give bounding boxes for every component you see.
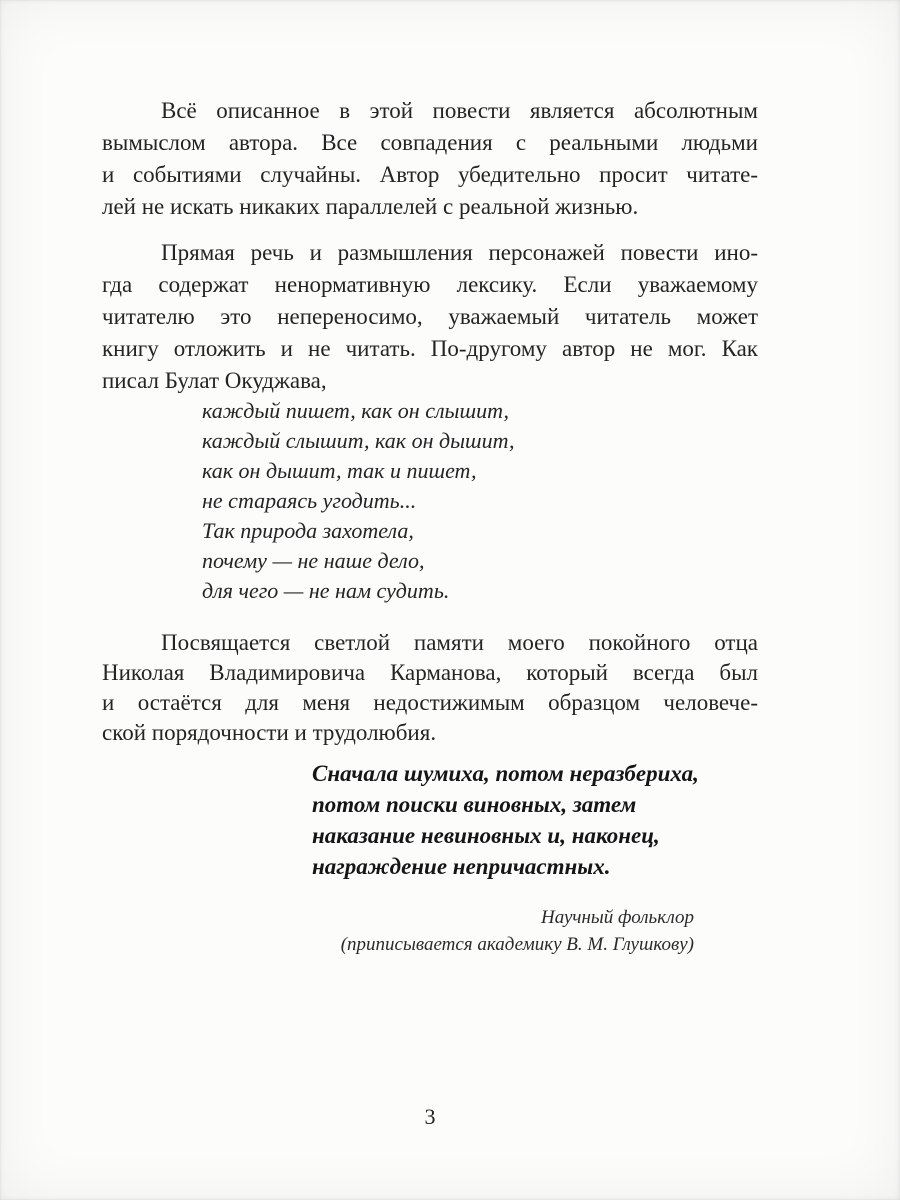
paragraph-language-note <box>102 237 758 397</box>
text-line: гда содержат ненормативную лексику. Если уважаемому <box>102 272 758 297</box>
epigraph-line: Сначала шумиха, потом неразбериха, <box>312 761 699 786</box>
epigraph-line: награждение непричастных. <box>312 854 611 879</box>
text-line: и событиями случайны. Автор убедительно просит читате- <box>102 162 758 187</box>
quote-attribution <box>102 904 694 958</box>
verse-line: как он дышит, так и пишет, <box>202 458 477 483</box>
verse-line: каждый пишет, как он слышит, <box>202 398 510 423</box>
verse-okudzhava <box>202 396 682 606</box>
text-line: Всё описанное в этой повести является абсолютным <box>161 98 758 123</box>
page-number: 3 <box>424 1104 436 1129</box>
text-line: вымыслом автора. Все совпадения с реальными людьми <box>102 130 758 155</box>
text-line: ской порядочности и трудолюбия. <box>102 720 437 745</box>
text-line: читателю это непереносимо, уважаемый читатель может <box>102 304 758 329</box>
text-line: Прямая речь и размышления персонажей повести ино- <box>161 240 758 265</box>
attribution-line: (приписывается академику В. М. Глушкову) <box>340 934 694 955</box>
text-line: Посвящается светлой памяти моего покойного отца <box>161 630 758 655</box>
text-line: книгу отложить и не читать. По-другому автор не мог. Как <box>102 336 758 361</box>
verse-line: для чего — не нам судить. <box>202 578 450 603</box>
text-line: Николая Владимировича Карманова, который всегда был <box>102 660 758 685</box>
verse-line: каждый слышит, как он дышит, <box>202 428 515 453</box>
attribution-line: Научный фольклор <box>541 907 694 928</box>
text-line: и остаётся для меня недостижимым образцом человече- <box>102 690 758 715</box>
verse-line: почему — не наше дело, <box>202 548 425 573</box>
text-line: лей не искать никаких параллелей с реальной жизнью. <box>102 194 639 219</box>
epigraph-line: потом поиски виновных, затем <box>312 792 637 817</box>
verse-line: не стараясь угодить... <box>202 488 417 513</box>
paragraph-dedication <box>102 628 758 748</box>
epigraph-line: наказание невиновных и, наконец, <box>312 823 660 848</box>
text-line: писал Булат Окуджава, <box>102 368 327 393</box>
epigraph-quote <box>312 758 758 882</box>
paragraph-disclaimer <box>102 95 758 223</box>
verse-line: Так природа захотела, <box>202 518 414 543</box>
